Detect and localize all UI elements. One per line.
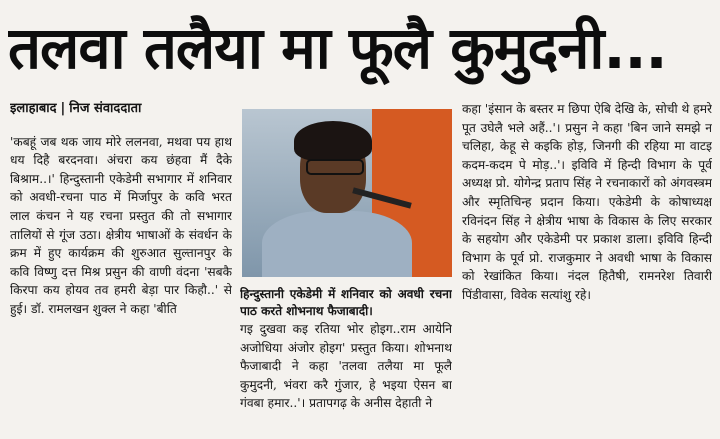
byline-separator: | <box>60 101 66 116</box>
article-column-right <box>462 100 712 425</box>
photo-speaker-hair <box>294 121 372 161</box>
article-column-middle <box>240 286 452 426</box>
article-text-right: कहा 'इंसान के बस्तर म छिपा ऐबि देखि के, सोची थे हमरे पूत उघेलै भले अहैं..'। प्रसुन ने कहा 'बिन जाने समझे न चलिहा, केहू से कइकि होड़, जिनगी की रहिया मा वाटइ कदम-कदम पे मोड़..'। इविवि में हिन्दी विभाग के पूर्व अध्यक्ष प्रो. योगेन्द्र प्रताप सिंह ने रचनाकारों को अंगवस्त्रम और स्मृतिचिन्ह प्रदान किया। एकेडेमी के कोषाध्यक्ष रविनंदन सिंह ने क्षेत्रीय भाषा के विकास के लिए सरकार के सहयोग और एकेडेमी पर प्रकाश डाला। इविवि हिन्दी विभाग के पूर्व प्रो. राजकुमार ने अवधी भाषा के विकास को रेखांकित किया। नंदल हितैषी, रामनरेश तिवारी पिंडीवासा, विवेक सत्यांशु रहे। <box>462 102 712 302</box>
byline-city: इलाहाबाद <box>10 101 57 116</box>
article-text-middle: गइ दुखवा कइ रतिया भोर होइग..राम आयेनि अजोधिया अंजोर होइग' प्रस्तुत किया। शोभनाथ फैजाबादी ने कहा 'तलवा तलैया मा फूलै कुमुदनी, भंवरा करै गुंजार, हे भइया ऐसन बा गंवबा हमार..'। प्रतापगढ़ के अनीस देहाती ने <box>240 322 452 411</box>
article-photo <box>242 109 452 277</box>
byline-source: निज संवाददाता <box>69 101 142 116</box>
photo-caption: हिन्दुस्तानी एकेडेमी में शनिवार को अवधी रचना पाठ करते शोभनाथ फैजाबादी। <box>240 287 452 318</box>
headline: तलवा तलैया मा फूलै कुमुदनी... <box>8 14 667 82</box>
photo-speaker-body <box>262 211 412 277</box>
byline <box>10 100 232 119</box>
article-column-left <box>10 100 232 425</box>
article-text-left: 'कबहूं जब थक जाय मोरे ललनवा, मथवा पय हाथ धय दिहै बरदनवा। अंचरा कय छंहवा मैं दैके बिश्राम..।' हिन्दुस्तानी एकेडेमी सभागार में शनिवार को अवधी-रचना पाठ में मिर्जापुर के कवि भरत लाल कंचन ने यह रचना प्रस्तुत की तो सभागार तालियों से गूंज उठा। क्षेत्रीय भाषाओं के संवर्धन के क्रम में हुए कार्यक्रम की शुरुआत सुल्तानपुर के कवि विष्णु दत्त मिश्र प्रसुन की वाणी वंदना 'सबकै किरपा कय होयव तव हमरी बेड़ा पार किहौ..' से हुई। डॉ. रामलखन शुक्ल ने कहा 'बीति <box>10 134 232 316</box>
photo-speaker-glasses <box>306 159 364 175</box>
